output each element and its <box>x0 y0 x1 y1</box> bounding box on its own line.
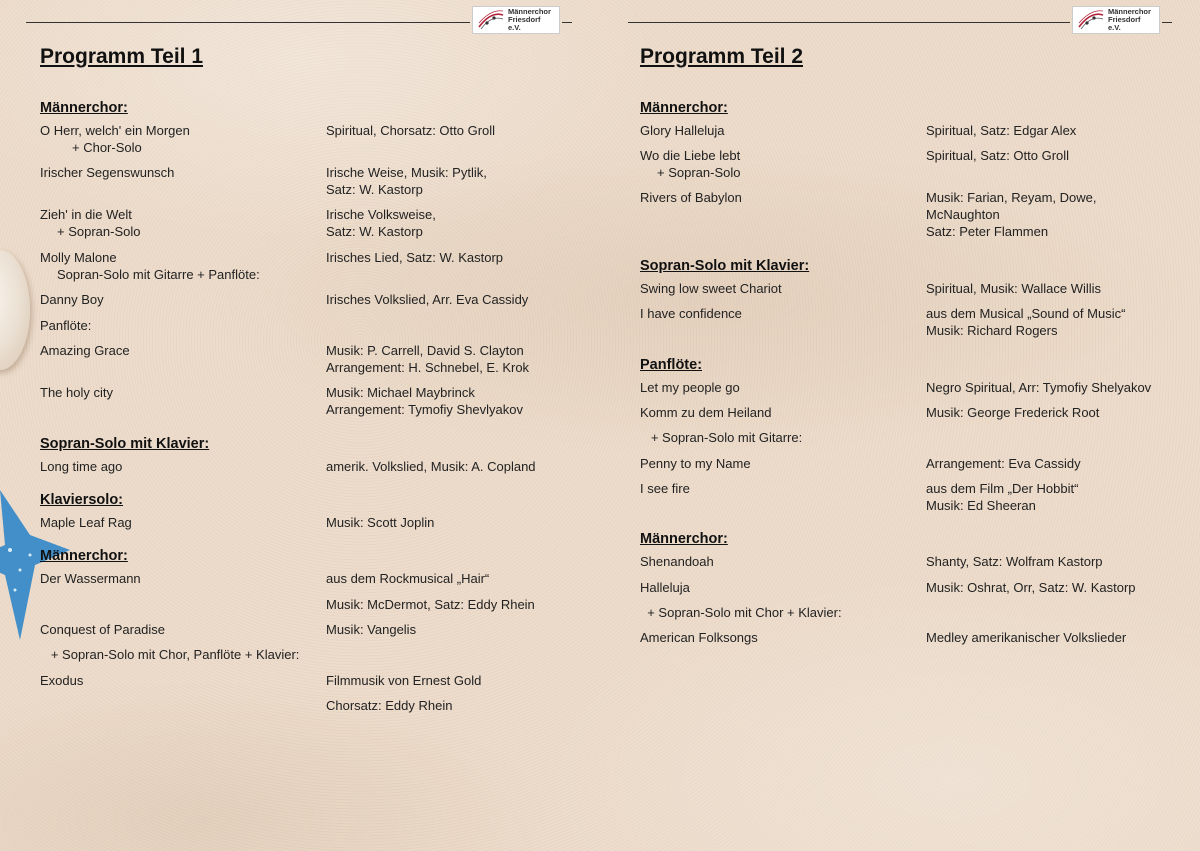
song-subtitle: + Sopran-Solo <box>657 165 741 180</box>
song-info: Musik: Oshrat, Orr, Satz: W. Kastorp <box>926 580 1136 595</box>
song-info: Spiritual, Satz: Otto Groll <box>926 148 1070 163</box>
song-title: I have confidence <box>640 306 742 321</box>
song-title: Rivers of Babylon <box>640 190 742 205</box>
page-title: Programm Teil 1 <box>40 45 203 68</box>
song-info: Musik: Farian, Reyam, Dowe, McNaughton Satz: Peter Flammen <box>926 190 1097 239</box>
song-title: I see fire <box>640 481 690 496</box>
logo-text: Männerchor Friesdorf e.V. <box>508 7 551 32</box>
song-info: Musik: Scott Joplin <box>326 515 435 530</box>
song-title: Penny to my Name <box>640 456 751 471</box>
song-info: Spiritual, Chorsatz: Otto Groll <box>326 123 496 138</box>
song-title: The holy city <box>40 385 113 400</box>
section-title: Männerchor: <box>40 548 128 564</box>
song-subtitle: Sopran-Solo mit Gitarre + Panflöte: <box>57 267 260 282</box>
logo-text: Männerchor Friesdorf e.V. <box>1108 7 1151 32</box>
header-rule-right <box>628 22 1070 23</box>
section-title: Panflöte: <box>640 357 703 373</box>
music-staff-icon <box>477 9 505 31</box>
song-info: Irisches Volkslied, Arr. Eva Cassidy <box>326 292 529 307</box>
section-title: Männerchor: <box>640 531 728 547</box>
song-title: Der Wassermann <box>40 571 141 586</box>
starfish-decoration <box>0 490 70 640</box>
song-subtitle: + Chor-Solo <box>72 140 142 155</box>
song-title: Halleluja <box>640 580 690 595</box>
song-info: Musik: McDermot, Satz: Eddy Rhein <box>326 597 535 612</box>
section-title: Sopran-Solo mit Klavier: <box>640 258 810 274</box>
section-title: Männerchor: <box>40 100 128 116</box>
song-title: + Sopran-Solo mit Chor, Panflöte + Klavier: <box>40 647 300 662</box>
song-title: Maple Leaf Rag <box>40 515 132 530</box>
song-info: Musik: Michael Maybrinck Arrangement: Tymofiy Shevlyakov <box>326 385 524 417</box>
song-info: Medley amerikanischer Volkslieder <box>926 630 1127 645</box>
song-info: Irische Weise, Musik: Pytlik, Satz: W. Kastorp <box>326 165 487 197</box>
song-info: aus dem Rockmusical „Hair“ <box>326 571 490 586</box>
header-rule-left <box>26 22 470 23</box>
page-title: Programm Teil 2 <box>640 45 803 68</box>
song-info: Spiritual, Musik: Wallace Willis <box>926 281 1102 296</box>
song-info: Musik: George Frederick Root <box>926 405 1100 420</box>
section-title: Männerchor: <box>640 100 728 116</box>
song-title: American Folksongs <box>640 630 758 645</box>
song-title: Danny Boy <box>40 292 104 307</box>
seashell-decoration <box>0 250 30 370</box>
section-title: Sopran-Solo mit Klavier: <box>40 436 210 452</box>
song-info: amerik. Volkslied, Musik: A. Copland <box>326 459 536 474</box>
song-info: Spiritual, Satz: Edgar Alex <box>926 123 1077 138</box>
song-title: + Sopran-Solo mit Gitarre: <box>640 430 803 445</box>
song-title: Molly Malone <box>40 250 117 265</box>
song-info: Negro Spiritual, Arr: Tymofiy Shelyakov <box>926 380 1152 395</box>
song-title: + Sopran-Solo mit Chor + Klavier: <box>640 605 842 620</box>
song-title: Let my people go <box>640 380 740 395</box>
song-info: Musik: Vangelis <box>326 622 417 637</box>
song-title: Amazing Grace <box>40 343 130 358</box>
choir-logo-right <box>1072 6 1160 34</box>
section-title: Klaviersolo: <box>40 492 123 508</box>
song-title: Swing low sweet Chariot <box>640 281 782 296</box>
song-info: Chorsatz: Eddy Rhein <box>326 698 453 713</box>
song-info: Irische Volksweise, Satz: W. Kastorp <box>326 207 436 239</box>
header-rule-left-end <box>562 22 572 23</box>
song-info: Filmmusik von Ernest Gold <box>326 673 482 688</box>
song-title: Shenandoah <box>640 554 714 569</box>
song-title: O Herr, welch' ein Morgen <box>40 123 190 138</box>
choir-logo-left <box>472 6 560 34</box>
song-title: Wo die Liebe lebt <box>640 148 741 163</box>
song-title: Panflöte: <box>40 318 92 333</box>
song-info: Irisches Lied, Satz: W. Kastorp <box>326 250 504 265</box>
music-staff-icon <box>1077 9 1105 31</box>
song-title: Long time ago <box>40 459 123 474</box>
song-title: Conquest of Paradise <box>40 622 166 637</box>
header-rule-right-end <box>1162 22 1172 23</box>
song-info: Musik: P. Carrell, David S. Clayton Arrangement: H. Schnebel, E. Krok <box>326 343 530 375</box>
song-info: Shanty, Satz: Wolfram Kastorp <box>926 554 1103 569</box>
song-title: Komm zu dem Heiland <box>640 405 772 420</box>
song-title: Zieh' in die Welt <box>40 207 132 222</box>
song-title: Irischer Segenswunsch <box>40 165 175 180</box>
song-subtitle: + Sopran-Solo <box>57 224 141 239</box>
song-title: Glory Halleluja <box>640 123 725 138</box>
song-title: Exodus <box>40 673 84 688</box>
song-info: aus dem Film „Der Hobbit“ Musik: Ed Sheeran <box>926 481 1079 513</box>
song-info: aus dem Musical „Sound of Music“ Musik: Richard Rogers <box>926 306 1126 338</box>
song-info: Arrangement: Eva Cassidy <box>926 456 1081 471</box>
